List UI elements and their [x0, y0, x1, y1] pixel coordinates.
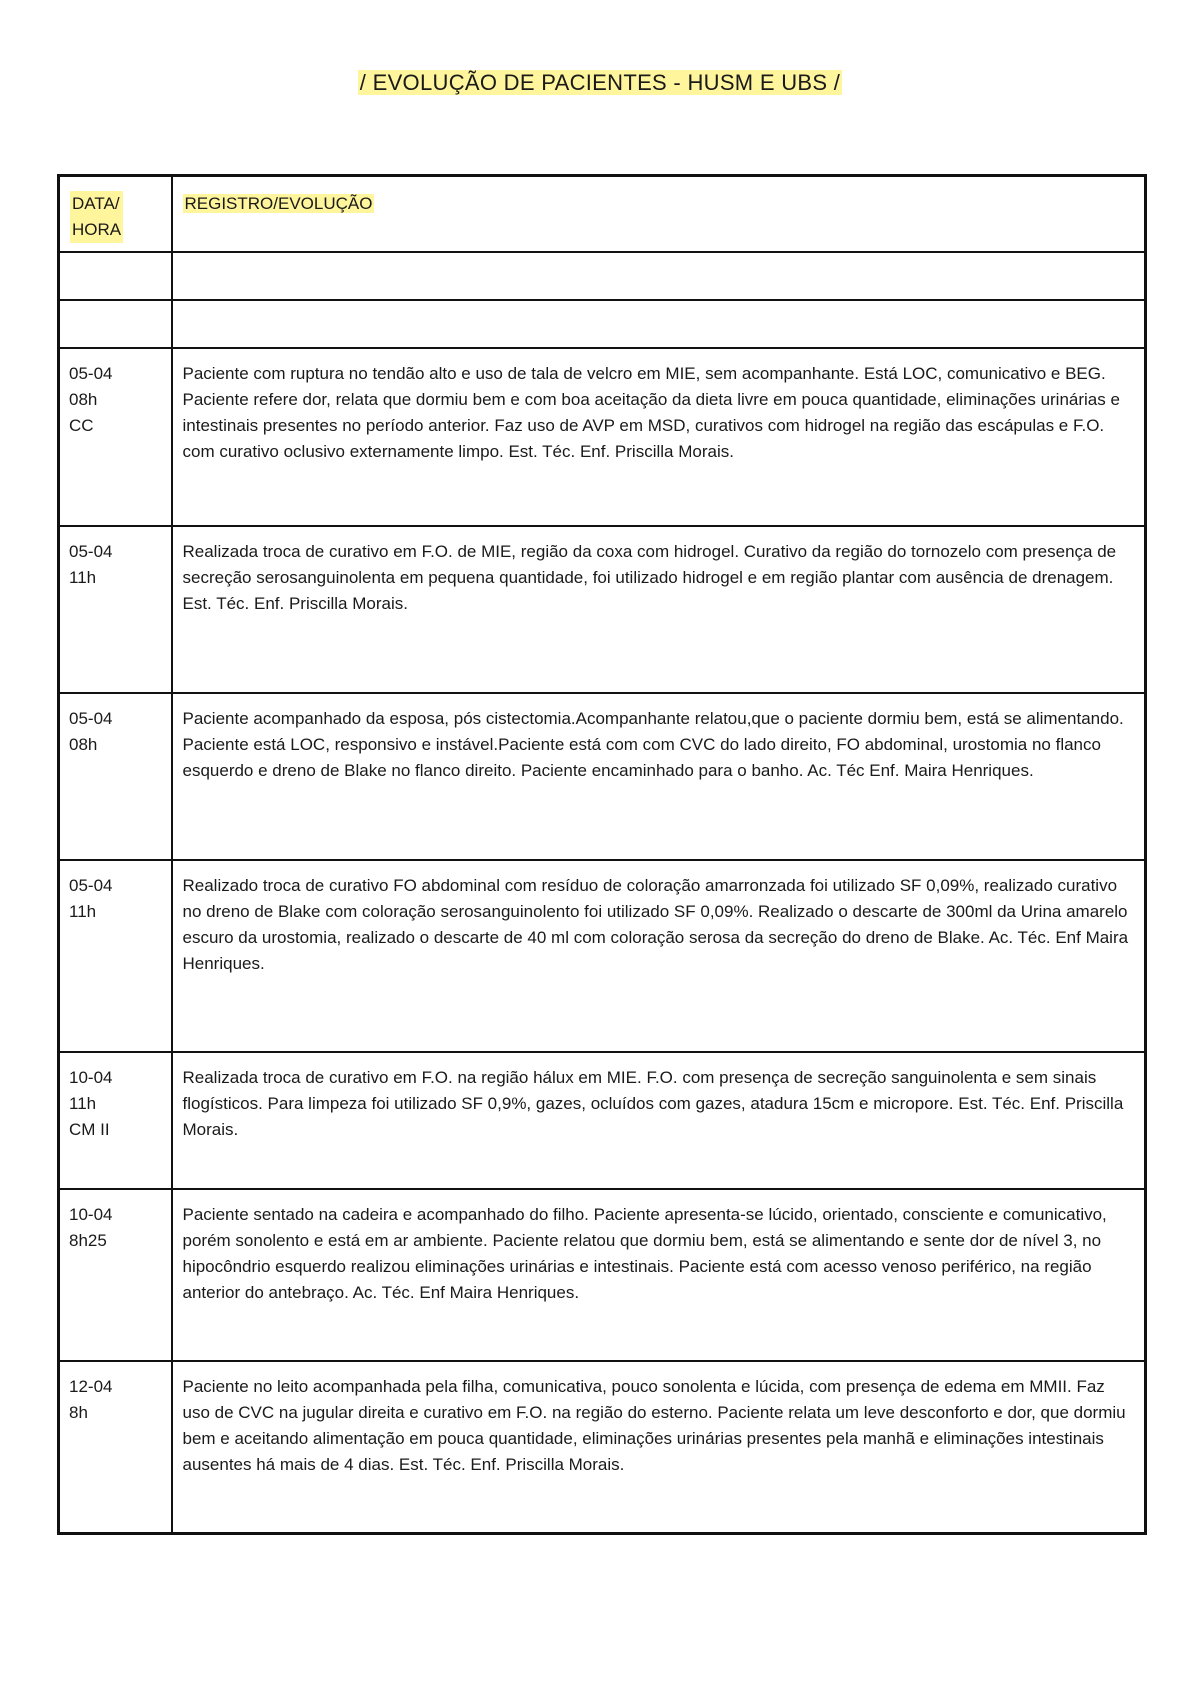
- entry-text: Paciente acompanhado da esposa, pós cistectomia.Acompanhante relatou,que o paciente dormiu bem, está se alimentando. Paciente está LOC, responsivo e instável.Paciente está com com CVC do lado direito, FO abdominal, urostomia no flanco esquerdo e dreno de Blake no flanco direito. Paciente encaminhado para o banho. Ac. Téc Enf. Maira Henriques.: [172, 693, 1146, 860]
- evolution-table: [57, 174, 1147, 1535]
- entry-date: 05-04 11h: [59, 526, 172, 693]
- entry-text: Paciente no leito acompanhada pela filha, comunicativa, pouco sonolenta e lúcida, com presença de edema em MMII. Faz uso de CVC na jugular direita e curativo em F.O. na região do esterno. Paciente relata um leve desconforto e dor, que dormiu bem e aceitando alimentação em pouca quantidade, eliminações urinárias presentes pela manhã e eliminações intestinais ausentes há mais de 4 dias. Est. Téc. Enf. Priscilla Morais.: [172, 1361, 1146, 1534]
- header-date-label: DATA/ HORA: [70, 191, 123, 243]
- table-row: [59, 860, 1146, 1052]
- empty-text-cell: [172, 300, 1146, 348]
- table-row: [59, 348, 1146, 526]
- entry-text: Realizada troca de curativo em F.O. de MIE, região da coxa com hidrogel. Curativo da região do tornozelo com presença de secreção serosanguinolenta em pequena quantidade, foi utilizado hidrogel e em região plantar com ausência de drenagem. Est. Téc. Enf. Priscilla Morais.: [172, 526, 1146, 693]
- table-row: [59, 693, 1146, 860]
- empty-date-cell: [59, 300, 172, 348]
- entry-text: Realizada troca de curativo em F.O. na região hálux em MIE. F.O. com presença de secreção sanguinolenta e sem sinais flogísticos. Para limpeza foi utilizado SF 0,9%, gazes, ocluídos com gazes, atadura 15cm e micropore. Est. Téc. Enf. Priscilla Morais.: [172, 1052, 1146, 1189]
- document-title: [0, 70, 1200, 96]
- entry-date: 05-04 08h: [59, 693, 172, 860]
- entry-text: Paciente sentado na cadeira e acompanhado do filho. Paciente apresenta-se lúcido, orientado, consciente e comunicativo, porém sonolento e está em ar ambiente. Paciente relatou que dormiu bem, está se alimentando e sente dor de nível 3, no hipocôndrio esquerdo realizou eliminações urinárias e intestinais. Paciente está com acesso venoso periférico, na região anterior do antebraço. Ac. Téc. Enf Maira Henriques.: [172, 1189, 1146, 1361]
- empty-row: [59, 300, 1146, 348]
- entry-text: Realizado troca de curativo FO abdominal com resíduo de coloração amarronzada foi utilizado SF 0,09%, realizado curativo no dreno de Blake com coloração serosanguinolento foi utilizado SF 0,09%. Realizado o descarte de 300ml da Urina amarelo escuro da urostomia, realizado o descarte de 40 ml com coloração serosa da secreção do dreno de Blake. Ac. Téc. Enf Maira Henriques.: [172, 860, 1146, 1052]
- entry-date: 05-04 11h: [59, 860, 172, 1052]
- table-row: [59, 526, 1146, 693]
- header-date-hour: [59, 176, 172, 253]
- table-row: [59, 1189, 1146, 1361]
- empty-date-cell: [59, 252, 172, 300]
- entry-text: Paciente com ruptura no tendão alto e uso de tala de velcro em MIE, sem acompanhante. Está LOC, comunicativo e BEG. Paciente refere dor, relata que dormiu bem e com boa aceitação da dieta livre em pouca quantidade, eliminações urinárias e intestinais presentes no período anterior. Faz uso de AVP em MSD, curativos com hidrogel na região das escápulas e F.O. com curativo oclusivo externamente limpo. Est. Téc. Enf. Priscilla Morais.: [172, 348, 1146, 526]
- header-record: [172, 176, 1146, 253]
- title-highlight: / EVOLUÇÃO DE PACIENTES - HUSM E UBS /: [359, 70, 841, 95]
- empty-row: [59, 252, 1146, 300]
- entry-date: 12-04 8h: [59, 1361, 172, 1534]
- empty-text-cell: [172, 252, 1146, 300]
- table-header-row: [59, 176, 1146, 253]
- table-row: [59, 1361, 1146, 1534]
- entry-date: 10-04 8h25: [59, 1189, 172, 1361]
- table-row: [59, 1052, 1146, 1189]
- entry-date: 10-04 11h CM II: [59, 1052, 172, 1189]
- header-record-label: REGISTRO/EVOLUÇÃO: [184, 194, 373, 213]
- entry-date: 05-04 08h CC: [59, 348, 172, 526]
